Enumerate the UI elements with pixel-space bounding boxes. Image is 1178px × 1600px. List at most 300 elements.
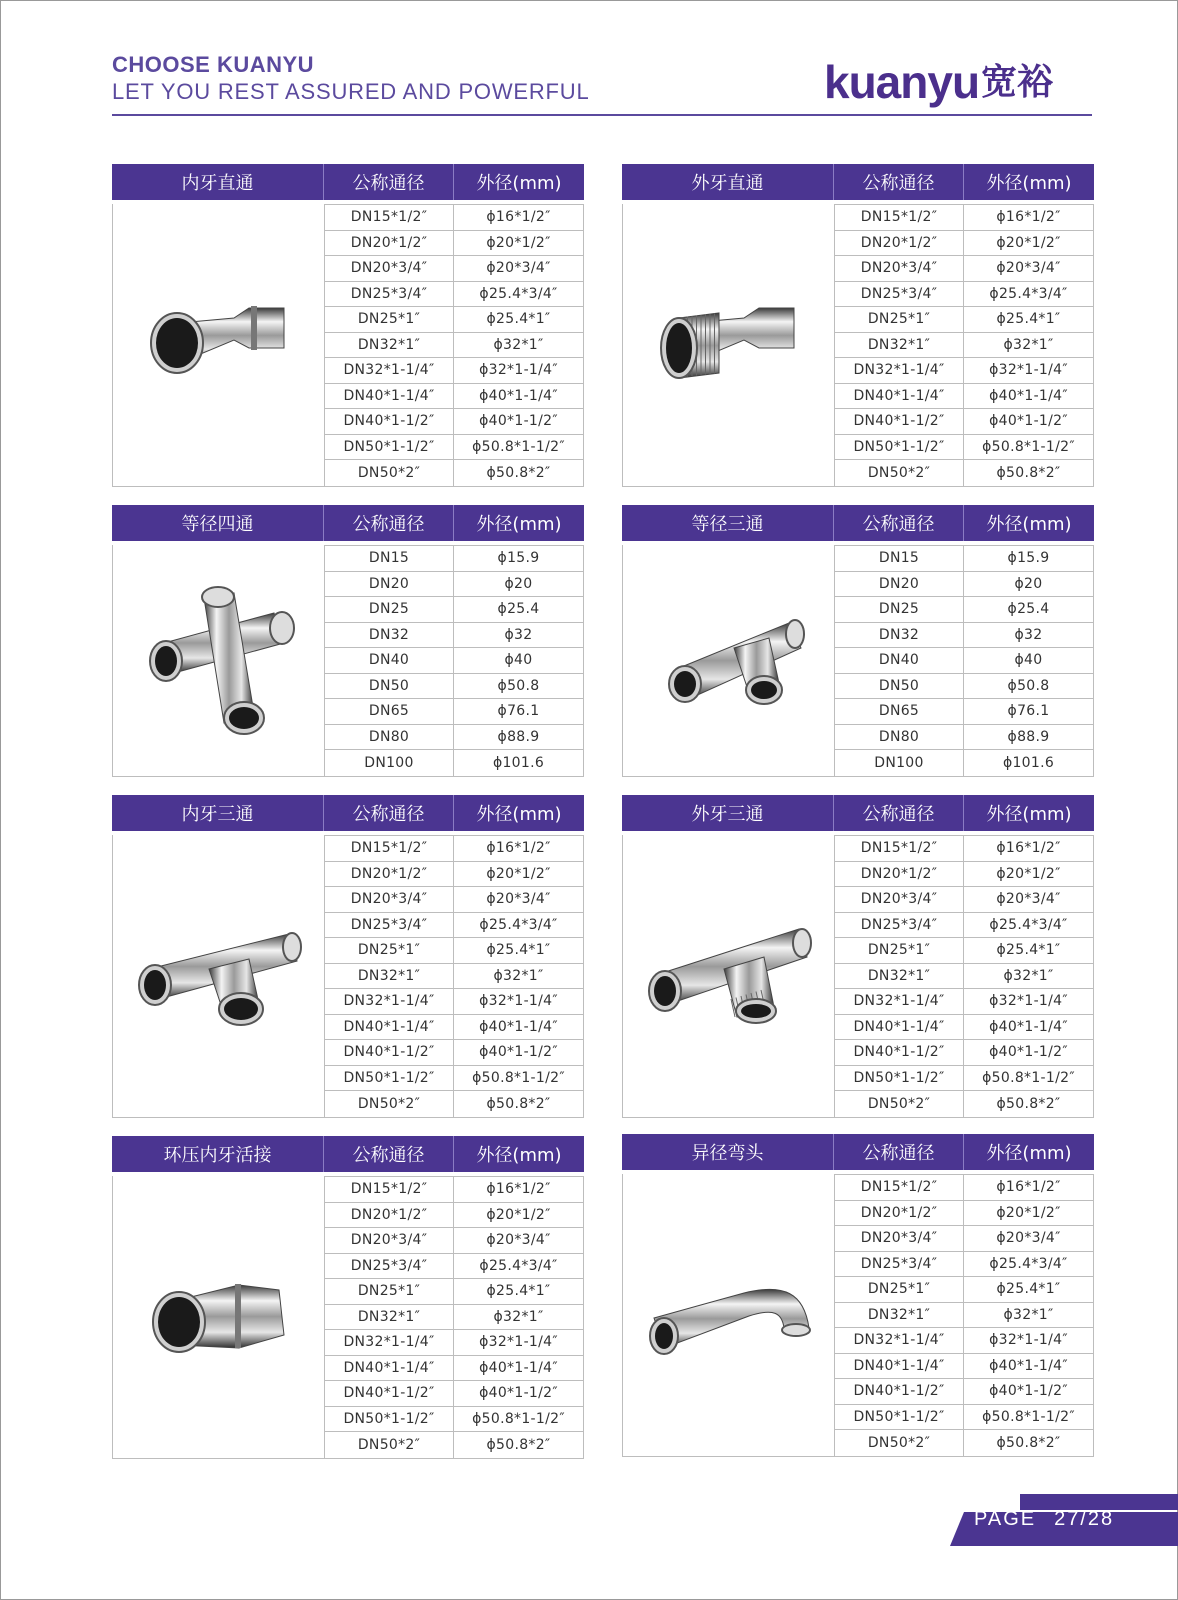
nominal-size-cell: DN32*1″ <box>835 964 964 989</box>
nominal-size-cell: DN50*1-1/2″ <box>835 435 964 460</box>
table-row <box>325 1040 583 1066</box>
outer-diameter-cell: ϕ40*1-1/4″ <box>989 1357 1068 1374</box>
table-row <box>835 282 1093 308</box>
table-header <box>112 164 584 200</box>
nominal-size-cell: DN25*1″ <box>325 938 454 963</box>
table-row <box>835 358 1093 384</box>
table-row <box>325 1305 583 1331</box>
equal-tee-icon <box>649 588 809 732</box>
outer-diameter-cell: ϕ101.6 <box>492 754 545 771</box>
outer-diameter-cell: ϕ40*1-1/4″ <box>479 1359 558 1376</box>
outer-diameter-cell: ϕ32*1-1/4″ <box>989 993 1068 1010</box>
nominal-size-cell: DN20*1/2″ <box>835 1201 964 1226</box>
outer-diameter-cell: ϕ25.4*3/4″ <box>479 285 558 302</box>
table-row <box>325 409 583 435</box>
nominal-size-cell: DN25*3/4″ <box>325 1254 454 1279</box>
table-row <box>325 964 583 990</box>
outer-diameter-cell: ϕ50.8*2″ <box>486 1095 551 1112</box>
product-table <box>112 1136 584 1459</box>
outer-diameter-cell: ϕ25.4 <box>1007 601 1050 618</box>
outer-diameter-cell: ϕ40*1-1/4″ <box>989 387 1068 404</box>
nominal-size-cell: DN80 <box>835 725 964 750</box>
nominal-size-cell: DN20*1/2″ <box>325 1203 454 1228</box>
nominal-size-cell: DN20*1/2″ <box>835 862 964 887</box>
product-name: 等径四通 <box>112 505 324 541</box>
col-header-nominal-size: 公称通径 <box>834 1134 964 1170</box>
col-header-outer-diameter: 外径(mm) <box>986 173 1072 194</box>
nominal-size-cell: DN20*1/2″ <box>325 862 454 887</box>
outer-diameter-cell: ϕ101.6 <box>1002 754 1055 771</box>
product-image <box>623 545 835 776</box>
nominal-size-cell: DN40*1-1/2″ <box>325 1381 454 1406</box>
table-body <box>112 1176 584 1459</box>
product-name: 外牙三通 <box>622 795 834 831</box>
nominal-size-cell: DN65 <box>325 699 454 724</box>
spec-rows <box>325 545 583 776</box>
outer-diameter-cell: ϕ20*1/2″ <box>486 1206 551 1223</box>
header-divider <box>112 114 1092 116</box>
page-label: PAGE <box>974 1508 1037 1530</box>
outer-diameter-cell: ϕ25.4*3/4″ <box>479 1257 558 1274</box>
table-body <box>622 1174 1094 1457</box>
nominal-size-cell: DN25 <box>835 597 964 622</box>
nominal-size-cell: DN15*1/2″ <box>835 836 964 861</box>
table-row <box>325 750 583 776</box>
outer-diameter-cell: ϕ32*1″ <box>1003 336 1054 353</box>
table-row <box>835 1354 1093 1380</box>
logo-chinese-mark: 宽裕 <box>981 62 1054 103</box>
outer-diameter-cell: ϕ20*3/4″ <box>486 1232 551 1249</box>
nominal-size-cell: DN20 <box>325 572 454 597</box>
nominal-size-cell: DN20*3/4″ <box>325 887 454 912</box>
nominal-size-cell: DN25*3/4″ <box>835 913 964 938</box>
outer-diameter-cell: ϕ32*1″ <box>493 967 544 984</box>
col-header-outer-diameter: 外径(mm) <box>476 1145 562 1166</box>
outer-diameter-cell: ϕ20*3/4″ <box>996 1230 1061 1247</box>
table-row <box>325 913 583 939</box>
table-row <box>325 333 583 359</box>
product-table <box>622 795 1094 1118</box>
outer-diameter-cell: ϕ25.4*1″ <box>486 311 551 328</box>
outer-diameter-cell: ϕ32*1-1/4″ <box>479 993 558 1010</box>
col-header-nominal-size: 公称通径 <box>324 795 454 831</box>
nominal-size-cell: DN32*1″ <box>325 964 454 989</box>
nominal-size-cell: DN32*1-1/4″ <box>325 358 454 383</box>
table-body <box>112 204 584 487</box>
table-row <box>835 205 1093 231</box>
nominal-size-cell: DN20*1/2″ <box>325 231 454 256</box>
product-image <box>623 204 835 486</box>
product-table <box>112 164 584 487</box>
table-row <box>325 1228 583 1254</box>
table-row <box>325 597 583 623</box>
nominal-size-cell: DN20*3/4″ <box>835 1226 964 1251</box>
outer-diameter-cell: ϕ40*1-1/2″ <box>989 1383 1068 1400</box>
product-name: 内牙三通 <box>112 795 324 831</box>
table-row <box>835 409 1093 435</box>
outer-diameter-cell: ϕ50.8*2″ <box>996 464 1061 481</box>
outer-diameter-cell: ϕ20*1/2″ <box>996 1204 1061 1221</box>
outer-diameter-cell: ϕ32*1″ <box>1003 967 1054 984</box>
table-row <box>835 938 1093 964</box>
nominal-size-cell: DN15*1/2″ <box>325 205 454 230</box>
nominal-size-cell: DN25*1″ <box>835 938 964 963</box>
nominal-size-cell: DN20 <box>835 572 964 597</box>
table-header <box>622 505 1094 541</box>
outer-diameter-cell: ϕ32*1-1/4″ <box>479 362 558 379</box>
reducing-elbow-icon <box>634 1248 824 1382</box>
outer-diameter-cell: ϕ50.8*1-1/2″ <box>982 438 1075 455</box>
nominal-size-cell: DN80 <box>325 725 454 750</box>
outer-diameter-cell: ϕ50.8*1-1/2″ <box>472 1069 565 1086</box>
table-row <box>835 546 1093 572</box>
table-row <box>325 1091 583 1117</box>
table-row <box>835 1303 1093 1329</box>
outer-diameter-cell: ϕ20*1/2″ <box>486 234 551 251</box>
outer-diameter-cell: ϕ20*1/2″ <box>486 865 551 882</box>
nominal-size-cell: DN32*1-1/4″ <box>835 358 964 383</box>
col-header-outer-diameter: 外径(mm) <box>476 173 562 194</box>
col-header-outer-diameter: 外径(mm) <box>986 514 1072 535</box>
nominal-size-cell: DN32*1-1/4″ <box>325 989 454 1014</box>
table-row <box>325 231 583 257</box>
outer-diameter-cell: ϕ20*1/2″ <box>996 234 1061 251</box>
table-row <box>325 546 583 572</box>
table-row <box>835 989 1093 1015</box>
outer-diameter-cell: ϕ40*1-1/2″ <box>479 413 558 430</box>
product-image <box>623 835 835 1117</box>
nominal-size-cell: DN32*1-1/4″ <box>325 1330 454 1355</box>
nominal-size-cell: DN25*3/4″ <box>325 913 454 938</box>
nominal-size-cell: DN50*1-1/2″ <box>835 1066 964 1091</box>
table-row <box>835 862 1093 888</box>
female-thread-tee-icon <box>129 899 309 1053</box>
col-header-nominal-size: 公称通径 <box>324 505 454 541</box>
outer-diameter-cell: ϕ16*1/2″ <box>996 209 1061 226</box>
product-image <box>113 835 325 1117</box>
nominal-size-cell: DN40*1-1/4″ <box>325 1356 454 1381</box>
table-row <box>835 435 1093 461</box>
table-row <box>325 836 583 862</box>
outer-diameter-cell: ϕ20*3/4″ <box>996 260 1061 277</box>
nominal-size-cell: DN15*1/2″ <box>325 836 454 861</box>
spec-rows <box>835 1174 1093 1456</box>
nominal-size-cell: DN32 <box>835 623 964 648</box>
nominal-size-cell: DN40*1-1/4″ <box>835 1354 964 1379</box>
table-row <box>835 699 1093 725</box>
col-header-outer-diameter: 外径(mm) <box>986 804 1072 825</box>
table-row <box>835 836 1093 862</box>
nominal-size-cell: DN50*2″ <box>325 1091 454 1117</box>
outer-diameter-cell: ϕ16*1/2″ <box>486 1181 551 1198</box>
page-subtitle: LET YOU REST ASSURED AND POWERFUL <box>112 79 590 104</box>
table-row <box>325 307 583 333</box>
spec-rows <box>835 835 1093 1117</box>
nominal-size-cell: DN40*1-1/4″ <box>835 1015 964 1040</box>
outer-diameter-cell: ϕ40*1-1/4″ <box>479 387 558 404</box>
outer-diameter-cell: ϕ25.4*1″ <box>996 942 1061 959</box>
outer-diameter-cell: ϕ32*1″ <box>1003 1306 1054 1323</box>
outer-diameter-cell: ϕ25.4*1″ <box>996 1281 1061 1298</box>
table-row <box>835 674 1093 700</box>
product-name: 异径弯头 <box>622 1134 834 1170</box>
outer-diameter-cell: ϕ40*1-1/2″ <box>479 1385 558 1402</box>
table-row <box>835 1066 1093 1092</box>
product-image <box>113 1176 325 1458</box>
outer-diameter-cell: ϕ40*1-1/2″ <box>989 1044 1068 1061</box>
table-row <box>325 674 583 700</box>
outer-diameter-cell: ϕ32*1-1/4″ <box>989 362 1068 379</box>
nominal-size-cell: DN15*1/2″ <box>835 205 964 230</box>
nominal-size-cell: DN40*1-1/2″ <box>325 409 454 434</box>
outer-diameter-cell: ϕ50.8*1-1/2″ <box>982 1408 1075 1425</box>
page-number-label <box>974 1508 1114 1531</box>
nominal-size-cell: DN32*1″ <box>325 1305 454 1330</box>
nominal-size-cell: DN50*1-1/2″ <box>325 1407 454 1432</box>
table-row <box>325 1381 583 1407</box>
table-row <box>835 384 1093 410</box>
product-table <box>622 164 1094 487</box>
spec-rows <box>325 1176 583 1458</box>
table-header <box>112 1136 584 1172</box>
nominal-size-cell: DN40*1-1/2″ <box>835 1379 964 1404</box>
table-row <box>325 282 583 308</box>
spec-rows <box>325 835 583 1117</box>
col-header-nominal-size: 公称通径 <box>834 795 964 831</box>
table-header <box>622 795 1094 831</box>
table-row <box>325 1356 583 1382</box>
equal-cross-icon <box>134 573 304 747</box>
table-row <box>325 989 583 1015</box>
outer-diameter-cell: ϕ40*1-1/2″ <box>479 1044 558 1061</box>
product-table <box>622 505 1094 777</box>
outer-diameter-cell: ϕ50.8*2″ <box>996 1434 1061 1451</box>
table-row <box>325 938 583 964</box>
table-row <box>325 460 583 486</box>
outer-diameter-cell: ϕ25.4*1″ <box>486 942 551 959</box>
nominal-size-cell: DN50*2″ <box>325 460 454 486</box>
table-row <box>835 648 1093 674</box>
table-row <box>325 572 583 598</box>
outer-diameter-cell: ϕ50.8*1-1/2″ <box>982 1069 1075 1086</box>
nominal-size-cell: DN25*1″ <box>835 1277 964 1302</box>
outer-diameter-cell: ϕ25.4*3/4″ <box>989 1255 1068 1272</box>
outer-diameter-cell: ϕ50.8*2″ <box>486 464 551 481</box>
table-body <box>112 545 584 777</box>
table-body <box>622 204 1094 487</box>
table-row <box>325 862 583 888</box>
nominal-size-cell: DN32*1″ <box>835 1303 964 1328</box>
outer-diameter-cell: ϕ32 <box>504 626 533 643</box>
outer-diameter-cell: ϕ50.8 <box>1007 677 1050 694</box>
product-name: 内牙直通 <box>112 164 324 200</box>
nominal-size-cell: DN50 <box>835 674 964 699</box>
table-row <box>835 1226 1093 1252</box>
table-body <box>112 835 584 1118</box>
outer-diameter-cell: ϕ25.4*1″ <box>486 1283 551 1300</box>
nominal-size-cell: DN15*1/2″ <box>835 1175 964 1200</box>
outer-diameter-cell: ϕ20*3/4″ <box>996 891 1061 908</box>
nominal-size-cell: DN32*1-1/4″ <box>835 989 964 1014</box>
table-row <box>325 699 583 725</box>
outer-diameter-cell: ϕ25.4*3/4″ <box>479 916 558 933</box>
outer-diameter-cell: ϕ50.8*2″ <box>486 1436 551 1453</box>
table-row <box>835 1328 1093 1354</box>
product-name: 外牙直通 <box>622 164 834 200</box>
product-name: 环压内牙活接 <box>112 1136 324 1172</box>
outer-diameter-cell: ϕ32*1″ <box>493 1308 544 1325</box>
nominal-size-cell: DN20*1/2″ <box>835 231 964 256</box>
nominal-size-cell: DN32 <box>325 623 454 648</box>
nominal-size-cell: DN15*1/2″ <box>325 1177 454 1202</box>
table-row <box>835 1430 1093 1456</box>
nominal-size-cell: DN50*2″ <box>835 1091 964 1117</box>
outer-diameter-cell: ϕ20 <box>1014 575 1043 592</box>
col-header-nominal-size: 公称通径 <box>324 164 454 200</box>
spec-rows <box>835 204 1093 486</box>
table-row <box>835 460 1093 486</box>
col-header-nominal-size: 公称通径 <box>834 164 964 200</box>
product-table <box>622 1134 1094 1457</box>
table-row <box>835 1252 1093 1278</box>
table-row <box>835 1091 1093 1117</box>
table-row <box>835 964 1093 990</box>
nominal-size-cell: DN20*3/4″ <box>325 1228 454 1253</box>
table-row <box>325 256 583 282</box>
nominal-size-cell: DN40 <box>835 648 964 673</box>
table-row <box>835 887 1093 913</box>
outer-diameter-cell: ϕ25.4*1″ <box>996 311 1061 328</box>
table-row <box>835 333 1093 359</box>
male-thread-tee-icon <box>639 899 819 1053</box>
outer-diameter-cell: ϕ50.8 <box>497 677 540 694</box>
outer-diameter-cell: ϕ40 <box>1014 652 1043 669</box>
outer-diameter-cell: ϕ50.8*2″ <box>996 1095 1061 1112</box>
outer-diameter-cell: ϕ25.4*3/4″ <box>989 285 1068 302</box>
nominal-size-cell: DN100 <box>325 750 454 776</box>
table-row <box>325 1066 583 1092</box>
brand-logo <box>824 54 1054 108</box>
table-row <box>325 725 583 751</box>
table-row <box>835 750 1093 776</box>
male-thread-reducer-icon <box>649 278 809 412</box>
nominal-size-cell: DN40*1-1/2″ <box>325 1040 454 1065</box>
nominal-size-cell: DN25 <box>325 597 454 622</box>
outer-diameter-cell: ϕ25.4*3/4″ <box>989 916 1068 933</box>
nominal-size-cell: DN40*1-1/2″ <box>835 1040 964 1065</box>
col-header-outer-diameter: 外径(mm) <box>986 1143 1072 1164</box>
outer-diameter-cell: ϕ20*3/4″ <box>486 891 551 908</box>
product-name: 等径三通 <box>622 505 834 541</box>
outer-diameter-cell: ϕ20 <box>504 575 533 592</box>
outer-diameter-cell: ϕ32*1-1/4″ <box>479 1334 558 1351</box>
product-table <box>112 505 584 777</box>
table-row <box>325 205 583 231</box>
col-header-outer-diameter: 外径(mm) <box>476 514 562 535</box>
table-row <box>325 1177 583 1203</box>
product-image <box>623 1174 835 1456</box>
outer-diameter-cell: ϕ25.4 <box>497 601 540 618</box>
table-row <box>325 1407 583 1433</box>
outer-diameter-cell: ϕ16*1/2″ <box>486 209 551 226</box>
outer-diameter-cell: ϕ88.9 <box>497 728 540 745</box>
nominal-size-cell: DN50*1-1/2″ <box>325 435 454 460</box>
outer-diameter-cell: ϕ88.9 <box>1007 728 1050 745</box>
table-row <box>835 1201 1093 1227</box>
table-row <box>325 623 583 649</box>
table-row <box>325 1015 583 1041</box>
table-row <box>325 358 583 384</box>
table-row <box>835 913 1093 939</box>
nominal-size-cell: DN25*1″ <box>325 1279 454 1304</box>
col-header-outer-diameter: 外径(mm) <box>476 804 562 825</box>
col-header-nominal-size: 公称通径 <box>834 505 964 541</box>
product-table <box>112 795 584 1118</box>
nominal-size-cell: DN15 <box>835 546 964 571</box>
nominal-size-cell: DN20*3/4″ <box>835 256 964 281</box>
female-thread-reducer-icon <box>139 278 299 412</box>
nominal-size-cell: DN65 <box>835 699 964 724</box>
nominal-size-cell: DN50*2″ <box>325 1432 454 1458</box>
outer-diameter-cell: ϕ40*1-1/4″ <box>989 1018 1068 1035</box>
outer-diameter-cell: ϕ50.8*1-1/2″ <box>472 1410 565 1427</box>
page-indicator <box>950 1494 1178 1546</box>
table-row <box>325 887 583 913</box>
table-row <box>835 1405 1093 1431</box>
outer-diameter-cell: ϕ40*1-1/2″ <box>989 413 1068 430</box>
table-row <box>835 623 1093 649</box>
nominal-size-cell: DN50*2″ <box>835 1430 964 1456</box>
table-row <box>325 1432 583 1458</box>
table-row <box>325 1279 583 1305</box>
nominal-size-cell: DN32*1″ <box>835 333 964 358</box>
nominal-size-cell: DN25*3/4″ <box>325 282 454 307</box>
table-row <box>835 231 1093 257</box>
nominal-size-cell: DN25*3/4″ <box>835 282 964 307</box>
page-number: 27/28 <box>1054 1508 1115 1530</box>
nominal-size-cell: DN40*1-1/4″ <box>325 1015 454 1040</box>
table-row <box>835 1040 1093 1066</box>
product-image <box>113 204 325 486</box>
outer-diameter-cell: ϕ15.9 <box>497 550 540 567</box>
spec-rows <box>325 204 583 486</box>
table-body <box>622 545 1094 777</box>
nominal-size-cell: DN25*3/4″ <box>835 1252 964 1277</box>
table-row <box>325 1254 583 1280</box>
nominal-size-cell: DN32*1″ <box>325 333 454 358</box>
table-row <box>835 1175 1093 1201</box>
table-row <box>325 648 583 674</box>
outer-diameter-cell: ϕ16*1/2″ <box>996 1179 1061 1196</box>
outer-diameter-cell: ϕ76.1 <box>1007 703 1050 720</box>
table-row <box>325 384 583 410</box>
logo-wordmark: kuanyu <box>824 56 980 108</box>
outer-diameter-cell: ϕ15.9 <box>1007 550 1050 567</box>
outer-diameter-cell: ϕ76.1 <box>497 703 540 720</box>
outer-diameter-cell: ϕ32*1-1/4″ <box>989 1332 1068 1349</box>
table-row <box>325 435 583 461</box>
table-row <box>835 1379 1093 1405</box>
outer-diameter-cell: ϕ32 <box>1014 626 1043 643</box>
nominal-size-cell: DN100 <box>835 750 964 776</box>
outer-diameter-cell: ϕ16*1/2″ <box>996 840 1061 857</box>
table-body <box>622 835 1094 1118</box>
nominal-size-cell: DN25*1″ <box>835 307 964 332</box>
nominal-size-cell: DN20*3/4″ <box>835 887 964 912</box>
nominal-size-cell: DN50*1-1/2″ <box>835 1405 964 1430</box>
table-row <box>325 1203 583 1229</box>
table-header <box>622 164 1094 200</box>
